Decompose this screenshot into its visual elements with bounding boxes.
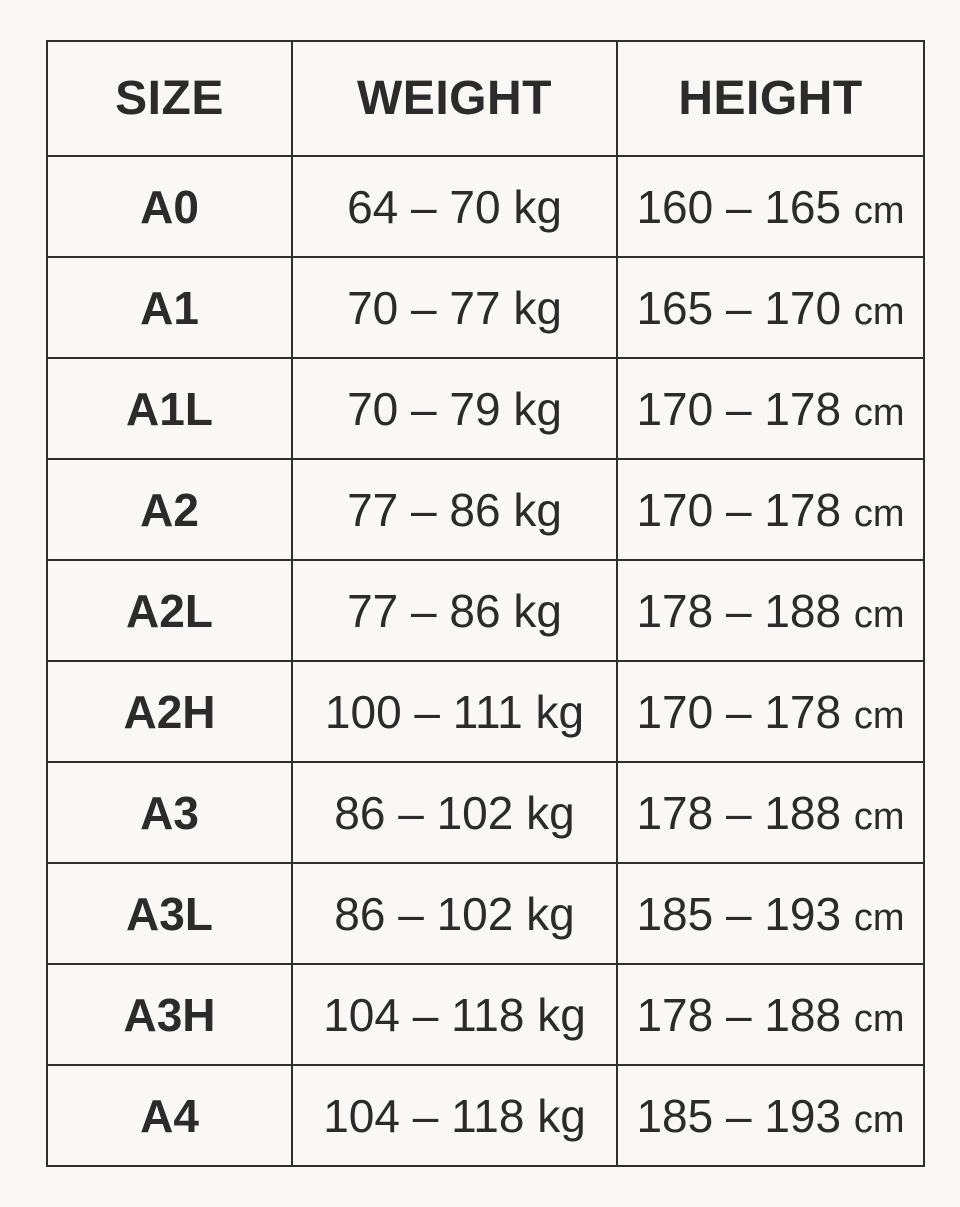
table-row: [47, 560, 924, 661]
height-range: 178 – 188: [636, 786, 842, 839]
height-range: 170 – 178: [636, 483, 842, 536]
weight-cell: 100 – 111 kg: [292, 661, 617, 762]
table-row: [47, 257, 924, 358]
weight-column-header: WEIGHT: [292, 41, 617, 156]
weight-cell: 86 – 102 kg: [292, 762, 617, 863]
height-range: 178 – 188: [636, 584, 842, 637]
weight-cell: 86 – 102 kg: [292, 863, 617, 964]
height-range: 165 – 170: [636, 281, 842, 334]
height-unit: cm: [853, 290, 905, 333]
height-range: 170 – 178: [636, 382, 842, 435]
height-unit: cm: [853, 694, 905, 737]
size-chart-table: [46, 40, 925, 1167]
size-cell: A2L: [47, 560, 292, 661]
weight-cell: 104 – 118 kg: [292, 964, 617, 1065]
height-unit: cm: [853, 1098, 905, 1141]
height-cell: [617, 661, 924, 762]
height-cell: [617, 863, 924, 964]
height-cell: [617, 459, 924, 560]
table-row: [47, 459, 924, 560]
weight-cell: 70 – 77 kg: [292, 257, 617, 358]
size-column-header: SIZE: [47, 41, 292, 156]
height-cell: [617, 964, 924, 1065]
size-cell: A0: [47, 156, 292, 257]
height-unit: cm: [853, 593, 905, 636]
table-row: [47, 156, 924, 257]
height-range: 185 – 193: [636, 1089, 842, 1142]
height-unit: cm: [853, 391, 905, 434]
height-unit: cm: [853, 896, 905, 939]
weight-cell: 64 – 70 kg: [292, 156, 617, 257]
height-cell: [617, 257, 924, 358]
size-cell: A3: [47, 762, 292, 863]
table-row: [47, 762, 924, 863]
height-cell: [617, 560, 924, 661]
height-unit: cm: [853, 795, 905, 838]
size-cell: A2: [47, 459, 292, 560]
height-range: 185 – 193: [636, 887, 842, 940]
size-cell: A4: [47, 1065, 292, 1166]
height-range: 178 – 188: [636, 988, 842, 1041]
weight-cell: 77 – 86 kg: [292, 459, 617, 560]
size-cell: A3L: [47, 863, 292, 964]
table-row: [47, 964, 924, 1065]
weight-cell: 104 – 118 kg: [292, 1065, 617, 1166]
table-row: [47, 661, 924, 762]
size-cell: A3H: [47, 964, 292, 1065]
size-cell: A1: [47, 257, 292, 358]
table-row: [47, 358, 924, 459]
size-rows: [47, 156, 924, 1166]
header-row: [47, 41, 924, 156]
height-range: 160 – 165: [636, 180, 842, 233]
height-cell: [617, 156, 924, 257]
weight-cell: 77 – 86 kg: [292, 560, 617, 661]
table-row: [47, 1065, 924, 1166]
height-unit: cm: [853, 492, 905, 535]
height-range: 170 – 178: [636, 685, 842, 738]
height-unit: cm: [853, 997, 905, 1040]
size-cell: A1L: [47, 358, 292, 459]
size-cell: A2H: [47, 661, 292, 762]
weight-cell: 70 – 79 kg: [292, 358, 617, 459]
height-unit: cm: [853, 189, 905, 232]
height-cell: [617, 358, 924, 459]
height-cell: [617, 1065, 924, 1166]
height-cell: [617, 762, 924, 863]
height-column-header: HEIGHT: [617, 41, 924, 156]
table-row: [47, 863, 924, 964]
